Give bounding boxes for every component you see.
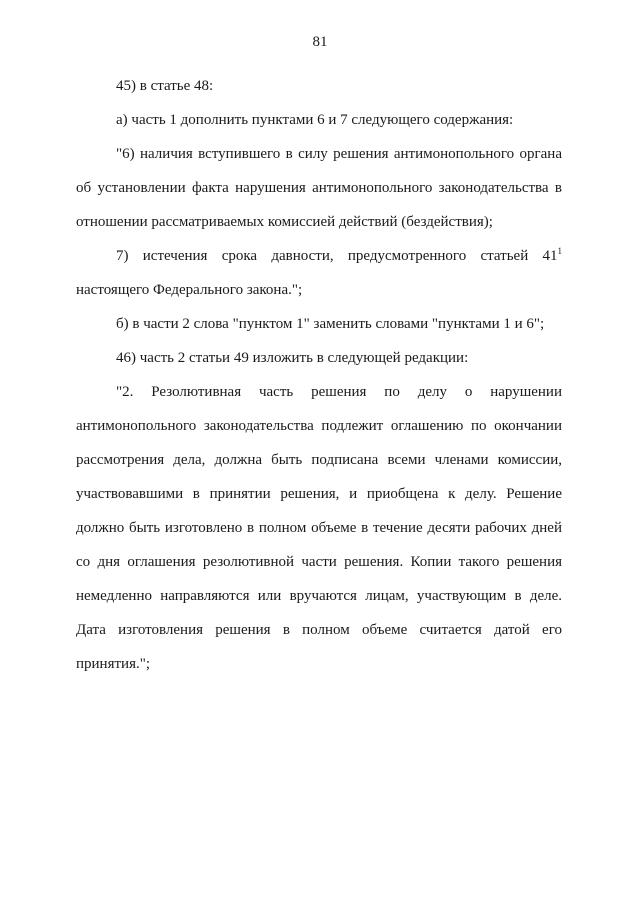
text-line: со дня оглашения резолютивной части решения. Копии такого решения [76, 554, 562, 570]
text-line: отношении рассматриваемых комиссией действий (бездействия); [76, 214, 493, 230]
text-line: немедленно направляются или вручаются лицам, участвующим в деле. [76, 588, 562, 604]
text-line: антимонопольного законодательства подлежит оглашению по окончании [76, 418, 562, 434]
text-line: "2. Резолютивная часть решения по делу о нарушении [116, 384, 562, 400]
text-line: б) в части 2 слова "пунктом 1" заменить словами "пунктами 1 и 6"; [116, 316, 545, 332]
superscript: 1 [557, 246, 562, 256]
text-line-main: 7) истечения срока давности, предусмотренного статьей 41 [116, 248, 558, 264]
text-line [116, 246, 562, 266]
text-line: об установлении факта нарушения антимонопольного законодательства в [76, 180, 562, 196]
text-line: 46) часть 2 статьи 49 изложить в следующей редакции: [116, 350, 469, 366]
text-line: принятия."; [76, 656, 151, 672]
text-line: настоящего Федерального закона."; [76, 282, 303, 298]
text-line: 45) в статье 48: [116, 78, 214, 94]
text-line: участвовавшими в принятии решения, и приобщена к делу. Решение [76, 486, 562, 502]
text-line: "6) наличия вступившего в силу решения антимонопольного органа [116, 146, 562, 162]
page-number: 81 [312, 34, 328, 50]
text-line: Дата изготовления решения в полном объеме считается датой его [76, 622, 562, 638]
text-line: а) часть 1 дополнить пунктами 6 и 7 следующего содержания: [116, 112, 514, 128]
text-line: должно быть изготовлено в полном объеме в течение десяти рабочих дней [76, 520, 562, 536]
text-line: рассмотрения дела, должна быть подписана всеми членами комиссии, [76, 452, 562, 468]
